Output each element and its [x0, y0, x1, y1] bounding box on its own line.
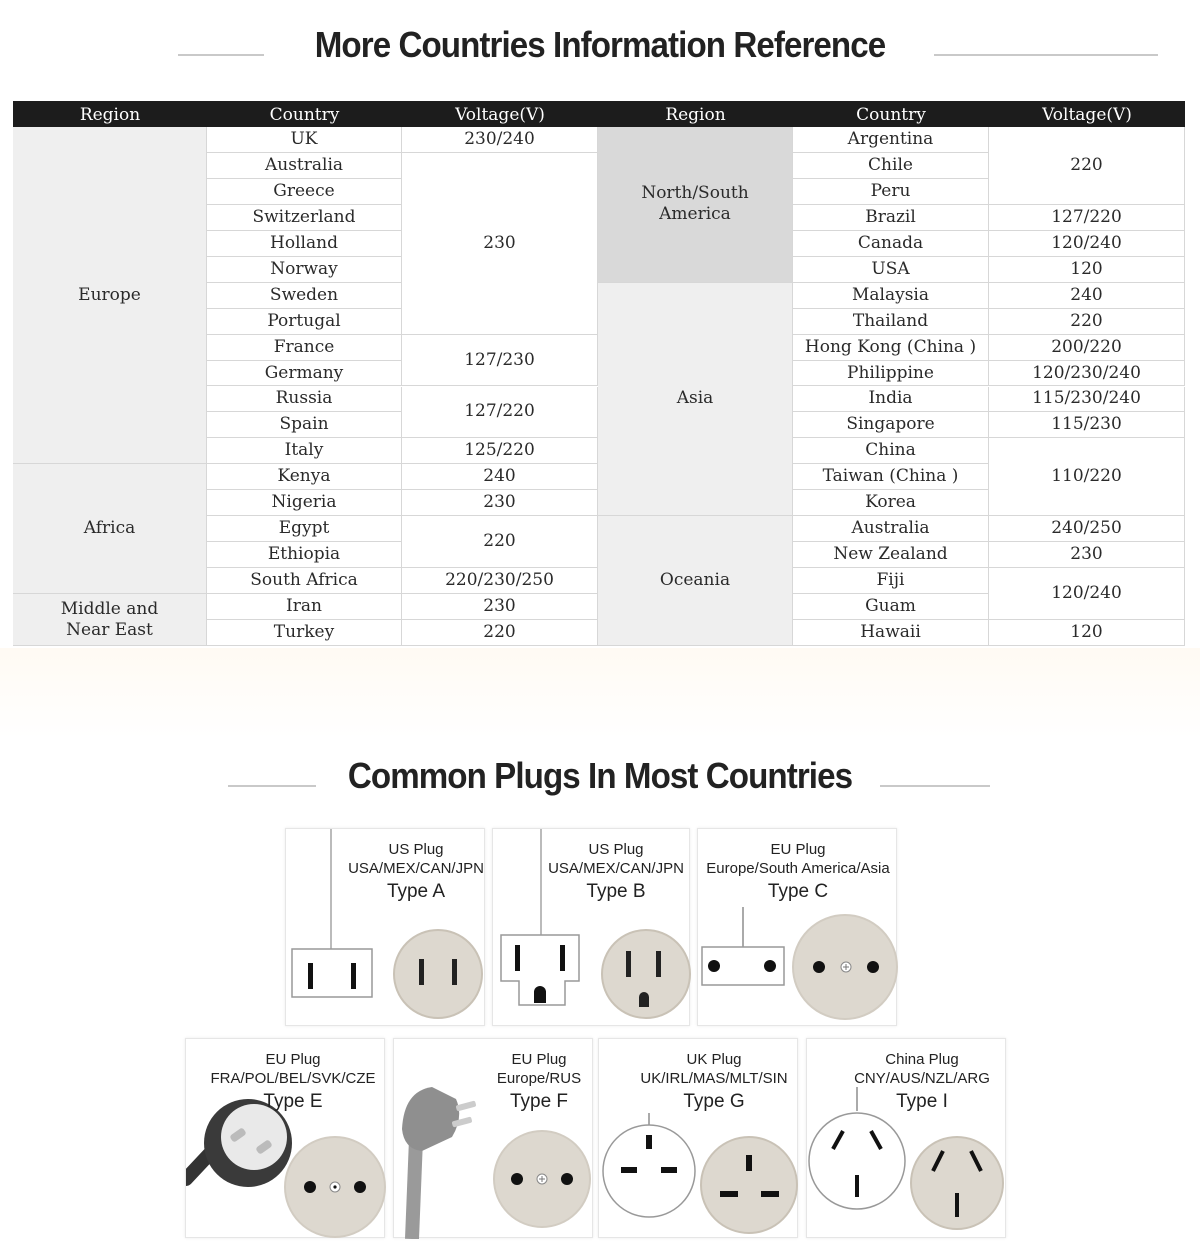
voltage-cell: 200/220 — [989, 335, 1185, 361]
country-cell: Hawaii — [793, 620, 989, 646]
plug-type: Type G — [683, 1090, 745, 1112]
country-cell: China — [793, 438, 989, 464]
country-cell: Taiwan (China ) — [793, 464, 989, 490]
table-header: Region — [598, 101, 793, 127]
plug-caption — [346, 841, 486, 903]
plug-caption — [484, 1051, 594, 1113]
plug-card-type-f — [393, 1038, 593, 1238]
plugs-title: Common Plugs In Most Countries — [347, 755, 853, 796]
country-cell: Australia — [793, 516, 989, 542]
plug-countries: UK/IRL/MAS/MLT/SIN — [640, 1069, 788, 1087]
voltage-cell: 230 — [402, 594, 598, 620]
voltage-cell: 125/220 — [402, 438, 598, 464]
plug-card-type-a — [285, 828, 485, 1026]
table-header: Country — [793, 101, 989, 127]
plug-name: China Plug — [885, 1051, 959, 1068]
country-cell: UK — [207, 127, 402, 153]
page-title: More Countries Information Reference — [314, 24, 886, 65]
plug-caption — [541, 841, 691, 903]
voltage-cell: 115/230 — [989, 412, 1185, 438]
country-cell: Nigeria — [207, 490, 402, 516]
country-cell: Iran — [207, 594, 402, 620]
country-cell: Australia — [207, 153, 402, 179]
plug-type: Type F — [509, 1090, 569, 1112]
plug-countries: Europe/South America/Asia — [706, 859, 890, 877]
country-cell: Argentina — [793, 127, 989, 153]
country-cell: Italy — [207, 438, 402, 464]
table-header: Country — [207, 101, 402, 127]
country-cell: Guam — [793, 594, 989, 620]
plug-name: EU Plug — [511, 1051, 567, 1068]
plugs-heading — [0, 755, 1200, 815]
plug-card-type-i — [806, 1038, 1006, 1238]
voltage-cell: 115/230/240 — [989, 387, 1185, 413]
country-cell: India — [793, 387, 989, 413]
plug-card-type-g — [598, 1038, 798, 1238]
country-cell: Thailand — [793, 309, 989, 335]
country-cell: Norway — [207, 257, 402, 283]
plug-caption — [698, 841, 898, 903]
voltage-cell: 230/240 — [402, 127, 598, 153]
plug-caption — [629, 1051, 799, 1113]
voltage-cell: 220 — [402, 620, 598, 646]
plug-countries: USA/MEX/CAN/JPN — [348, 859, 484, 877]
plug-type: Type B — [586, 880, 646, 902]
country-cell: Germany — [207, 361, 402, 387]
country-cell: Singapore — [793, 412, 989, 438]
country-cell: Holland — [207, 231, 402, 257]
country-cell: Sweden — [207, 283, 402, 309]
voltage-cell: 240 — [402, 464, 598, 490]
country-cell: Philippine — [793, 361, 989, 387]
country-cell: Hong Kong (China ) — [793, 335, 989, 361]
country-cell: New Zealand — [793, 542, 989, 568]
table-header: Voltage(V) — [402, 101, 598, 127]
voltage-cell: 230 — [402, 490, 598, 516]
country-cell: Russia — [207, 387, 402, 413]
voltage-cell: 240 — [989, 283, 1185, 309]
voltage-cell: 230 — [989, 542, 1185, 568]
country-cell: Portugal — [207, 309, 402, 335]
country-cell: South Africa — [207, 568, 402, 594]
country-cell: Turkey — [207, 620, 402, 646]
plug-type: Type C — [767, 880, 829, 902]
plug-name: EU Plug — [770, 841, 826, 858]
plug-caption — [837, 1051, 1007, 1113]
country-cell: Chile — [793, 153, 989, 179]
voltage-cell: 120/230/240 — [989, 361, 1185, 387]
plug-card-type-c — [697, 828, 897, 1026]
voltage-cell: 110/220 — [989, 438, 1185, 516]
table-header: Voltage(V) — [989, 101, 1185, 127]
country-cell: Spain — [207, 412, 402, 438]
country-cell: Korea — [793, 490, 989, 516]
voltage-cell: 220/230/250 — [402, 568, 598, 594]
voltage-cell: 120 — [989, 257, 1185, 283]
country-cell: Kenya — [207, 464, 402, 490]
plug-name: US Plug — [588, 841, 644, 858]
voltage-cell: 230 — [402, 153, 598, 335]
plug-countries: Europe/RUS — [496, 1069, 582, 1087]
plug-countries: CNY/AUS/NZL/ARG — [854, 1069, 990, 1087]
voltage-table — [13, 101, 1185, 646]
plug-card-type-b — [492, 828, 690, 1026]
country-cell: Greece — [207, 179, 402, 205]
plug-card-type-e — [185, 1038, 385, 1238]
country-cell: Malaysia — [793, 283, 989, 309]
voltage-cell: 220 — [989, 127, 1185, 205]
voltage-cell: 220 — [402, 516, 598, 568]
plug-type: Type E — [263, 1090, 323, 1112]
voltage-cell: 127/230 — [402, 335, 598, 387]
country-cell: France — [207, 335, 402, 361]
country-cell: Peru — [793, 179, 989, 205]
country-cell: Fiji — [793, 568, 989, 594]
region-cell: Europe — [13, 127, 207, 464]
table-header: Region — [13, 101, 207, 127]
voltage-cell: 220 — [989, 309, 1185, 335]
voltage-cell: 127/220 — [989, 205, 1185, 231]
plug-caption — [200, 1051, 386, 1113]
plug-name: UK Plug — [686, 1051, 742, 1068]
country-cell: Switzerland — [207, 205, 402, 231]
section-divider — [0, 648, 1200, 738]
voltage-cell: 120/240 — [989, 231, 1185, 257]
plug-name: US Plug — [388, 841, 444, 858]
country-cell: Brazil — [793, 205, 989, 231]
region-cell: Asia — [598, 283, 793, 517]
region-cell: Middle and Near East — [13, 594, 207, 646]
region-cell: Africa — [13, 464, 207, 594]
reference-heading — [0, 24, 1200, 84]
voltage-cell: 120 — [989, 620, 1185, 646]
region-cell: North/South America — [598, 127, 793, 283]
plug-type: Type I — [896, 1090, 948, 1112]
country-cell: Egypt — [207, 516, 402, 542]
region-cell: Oceania — [598, 516, 793, 646]
voltage-cell: 240/250 — [989, 516, 1185, 542]
country-cell: Canada — [793, 231, 989, 257]
voltage-cell: 120/240 — [989, 568, 1185, 620]
plug-countries: FRA/POL/BEL/SVK/CZE — [210, 1069, 376, 1087]
country-cell: Ethiopia — [207, 542, 402, 568]
country-cell: USA — [793, 257, 989, 283]
voltage-cell: 127/220 — [402, 387, 598, 439]
plug-name: EU Plug — [265, 1051, 321, 1068]
plug-countries: USA/MEX/CAN/JPN — [548, 859, 684, 877]
plug-type: Type A — [386, 880, 446, 902]
